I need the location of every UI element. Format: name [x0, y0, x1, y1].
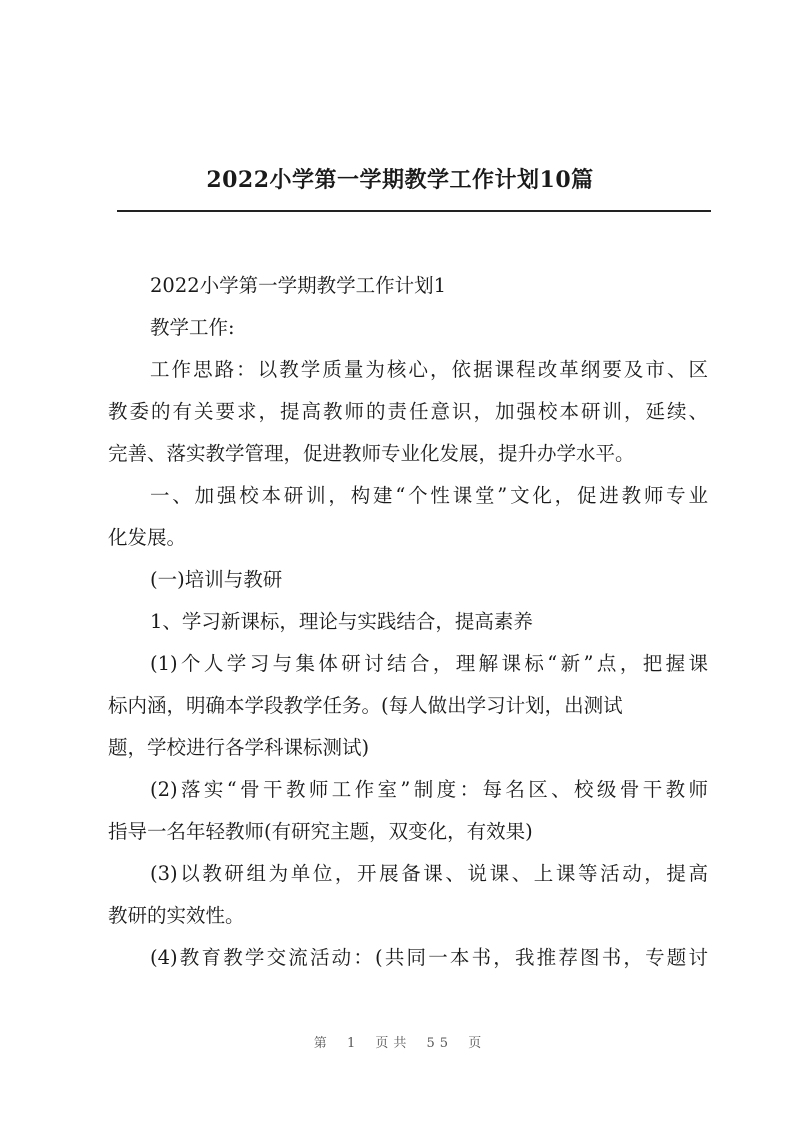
paragraph-line: 题，学校进行各学科课标测试)	[108, 736, 370, 759]
total-page-count: 55	[426, 1036, 454, 1051]
paragraph-line: (2)落实“骨干教师工作室”制度：每名区、校级骨干教师	[150, 778, 708, 801]
paragraph-line: (一)培训与教研	[150, 568, 283, 591]
paragraph-line: 一、加强校本研训，构建“个性课堂”文化，促进教师专业	[150, 484, 708, 507]
section-heading: 2022小学第一学期教学工作计划1	[150, 274, 447, 297]
page-footer	[0, 1032, 800, 1051]
paragraph-line: 教研的实效性。	[108, 904, 245, 927]
page-label-suffix: 页	[468, 1036, 487, 1051]
title-divider	[117, 210, 711, 212]
page-label-middle: 页共	[375, 1036, 412, 1051]
paragraph-line: 教委的有关要求，提高教师的责任意识，加强校本研训，延续、	[108, 400, 708, 423]
paragraph-line: (4)教育教学交流活动：(共同一本书，我推荐图书，专题讨	[150, 946, 708, 969]
paragraph-line: 标内涵，明确本学段教学任务。(每人做出学习计划，出测试	[108, 694, 623, 717]
current-page-number: 1	[346, 1036, 361, 1051]
paragraph-line: 指导一名年轻教师(有研究主题，双变化，有效果)	[108, 820, 533, 843]
paragraph-line: 工作思路：以教学质量为核心，依据课程改革纲要及市、区	[150, 358, 708, 381]
page-label-prefix: 第	[313, 1036, 332, 1051]
paragraph-line: 1、学习新课标，理论与实践结合，提高素养	[150, 610, 533, 633]
paragraph-line: (1)个人学习与集体研讨结合，理解课标“新”点，把握课	[150, 652, 708, 675]
paragraph-line: 化发展。	[108, 526, 187, 549]
paragraph-line: (3)以教研组为单位，开展备课、说课、上课等活动，提高	[150, 862, 708, 885]
document-body	[108, 265, 708, 979]
document-title: 2022小学第一学期教学工作计划10篇	[206, 167, 594, 193]
paragraph-line: 教学工作:	[150, 316, 235, 339]
paragraph-line: 完善、落实教学管理，促进教师专业化发展，提升办学水平。	[108, 442, 635, 465]
